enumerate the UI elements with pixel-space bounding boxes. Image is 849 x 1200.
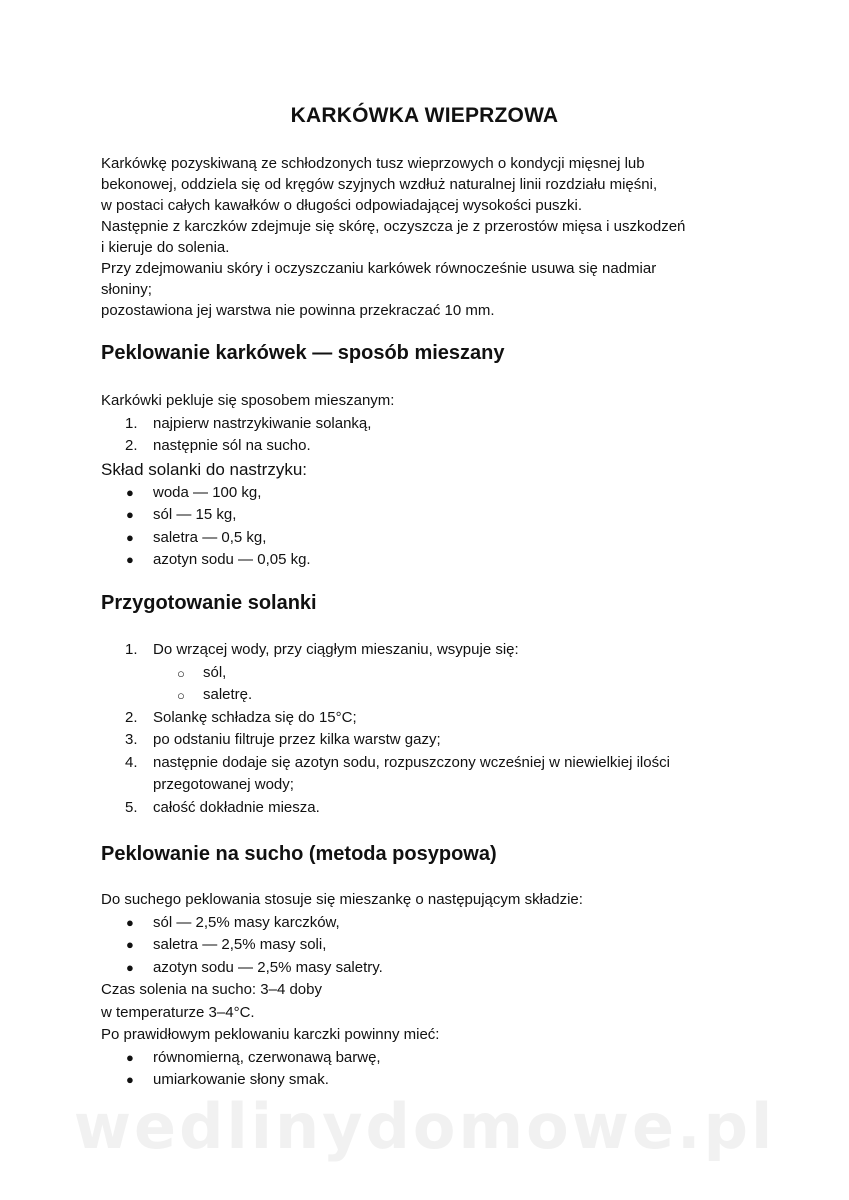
- bullet-icon: ●: [126, 959, 134, 975]
- section-heading-dry: Peklowanie na sucho (metoda posypowa): [101, 843, 497, 865]
- brine-label: Skład solanki do nastrzyku:: [101, 459, 307, 479]
- bullet-icon: ●: [126, 1049, 134, 1065]
- intro-line: w postaci całych kawałków o długości odpowiadającej wysokości puszki.: [101, 197, 583, 214]
- curing-temperature: w temperaturze 3–4°C.: [101, 1003, 255, 1021]
- section-brine-body: [101, 639, 761, 819]
- list-item: [101, 639, 761, 662]
- circle-bullet-icon: ○: [177, 688, 185, 703]
- result-lead: Po prawidłowym peklowaniu karczki powinny mieć:: [101, 1026, 440, 1043]
- section-lead: Karkówki pekluje się sposobem mieszanym:: [101, 392, 395, 409]
- section-dry-body: [101, 889, 761, 1092]
- list-text: sól,: [203, 663, 227, 681]
- list-text: najpierw nastrzykiwanie solanką,: [153, 414, 372, 432]
- sub-list-item: [101, 684, 761, 707]
- intro-line: i kieruje do solenia.: [101, 239, 230, 256]
- list-item: [101, 504, 761, 527]
- watermark: wedlinydomowe.pl: [73, 1090, 776, 1163]
- list-item: [101, 1069, 761, 1092]
- list-text: równomierną, czerwonawą barwę,: [153, 1048, 381, 1066]
- list-text: woda — 100 kg,: [153, 483, 262, 501]
- bullet-icon: ●: [126, 484, 134, 500]
- intro-line: Karkówkę pozyskiwaną ze schłodzonych tusz wieprzowych o kondycji mięsnej lub: [101, 155, 645, 172]
- bullet-icon: ●: [126, 507, 134, 522]
- bullet-icon: ●: [126, 914, 134, 930]
- list-item: [101, 527, 761, 550]
- list-text: sól — 2,5% masy karczków,: [153, 913, 340, 931]
- list-number: 1.: [125, 641, 138, 658]
- list-text: saletra — 2,5% masy soli,: [153, 936, 327, 953]
- list-text: azotyn sodu — 0,05 kg.: [153, 551, 311, 568]
- list-item: [101, 413, 761, 436]
- list-item: [101, 549, 761, 572]
- list-text: saletra — 0,5 kg,: [153, 528, 267, 546]
- list-item: [101, 934, 761, 957]
- list-item: [101, 1047, 761, 1070]
- list-item: [101, 729, 761, 752]
- list-text: całość dokładnie miesza.: [153, 798, 320, 816]
- list-item: [101, 482, 761, 505]
- list-number: 2.: [125, 708, 138, 726]
- list-number: 1.: [125, 414, 138, 432]
- list-text: przegotowanej wody;: [153, 776, 294, 793]
- list-number: 3.: [125, 731, 138, 748]
- list-item-continuation: [101, 774, 761, 797]
- section-heading-brine: Przygotowanie solanki: [101, 592, 317, 614]
- list-text: Solankę schładza się do 15°C;: [153, 708, 357, 726]
- section-mixed-body: [101, 390, 761, 572]
- list-text: następnie dodaje się azotyn sodu, rozpuszczony wcześniej w niewielkiej ilości: [153, 753, 670, 771]
- list-text: azotyn sodu — 2,5% masy saletry.: [153, 958, 383, 976]
- bullet-icon: ●: [126, 1072, 134, 1087]
- intro-line: Następnie z karczków zdejmuje się skórę, oczyszcza je z przerostów mięsa i uszkodzeń: [101, 218, 686, 235]
- list-text: następnie sól na sucho.: [153, 437, 311, 454]
- section-lead: Do suchego peklowania stosuje się mieszankę o następującym składzie:: [101, 891, 583, 908]
- intro-line: słoniny;: [101, 281, 152, 298]
- page-title: KARKÓWKA WIEPRZOWA: [290, 104, 559, 127]
- intro-line: pozostawiona jej warstwa nie powinna przekraczać 10 mm.: [101, 302, 495, 319]
- list-number: 2.: [125, 437, 138, 454]
- list-text: saletrę.: [203, 686, 253, 703]
- bullet-icon: ●: [126, 529, 134, 545]
- list-text: po odstaniu filtruje przez kilka warstw gazy;: [153, 731, 441, 748]
- list-text: Do wrzącej wody, przy ciągłym mieszaniu, wsypuje się:: [153, 641, 519, 658]
- list-text: umiarkowanie słony smak.: [153, 1071, 329, 1088]
- list-item: [101, 912, 761, 935]
- section-heading-mixed: Peklowanie karkówek — sposób mieszany: [101, 342, 505, 364]
- intro-paragraph: [101, 153, 751, 321]
- list-item: [101, 435, 761, 458]
- circle-bullet-icon: ○: [177, 665, 185, 681]
- list-item: [101, 797, 761, 820]
- intro-line: Przy zdejmowaniu skóry i oczyszczaniu karkówek równocześnie usuwa się nadmiar: [101, 260, 657, 277]
- bullet-icon: ●: [126, 937, 134, 952]
- list-item: [101, 752, 761, 775]
- intro-line: bekonowej, oddziela się od kręgów szyjnych wzdłuż naturalnej linii rozdziału mięśni,: [101, 176, 658, 193]
- list-text: sól — 15 kg,: [153, 506, 237, 523]
- bullet-icon: ●: [126, 552, 134, 567]
- curing-time: Czas solenia na sucho: 3–4 doby: [101, 981, 322, 998]
- list-item: [101, 957, 761, 980]
- sub-list-item: [101, 662, 761, 685]
- list-number: 5.: [125, 798, 138, 816]
- list-number: 4.: [125, 753, 138, 771]
- list-item: [101, 707, 761, 730]
